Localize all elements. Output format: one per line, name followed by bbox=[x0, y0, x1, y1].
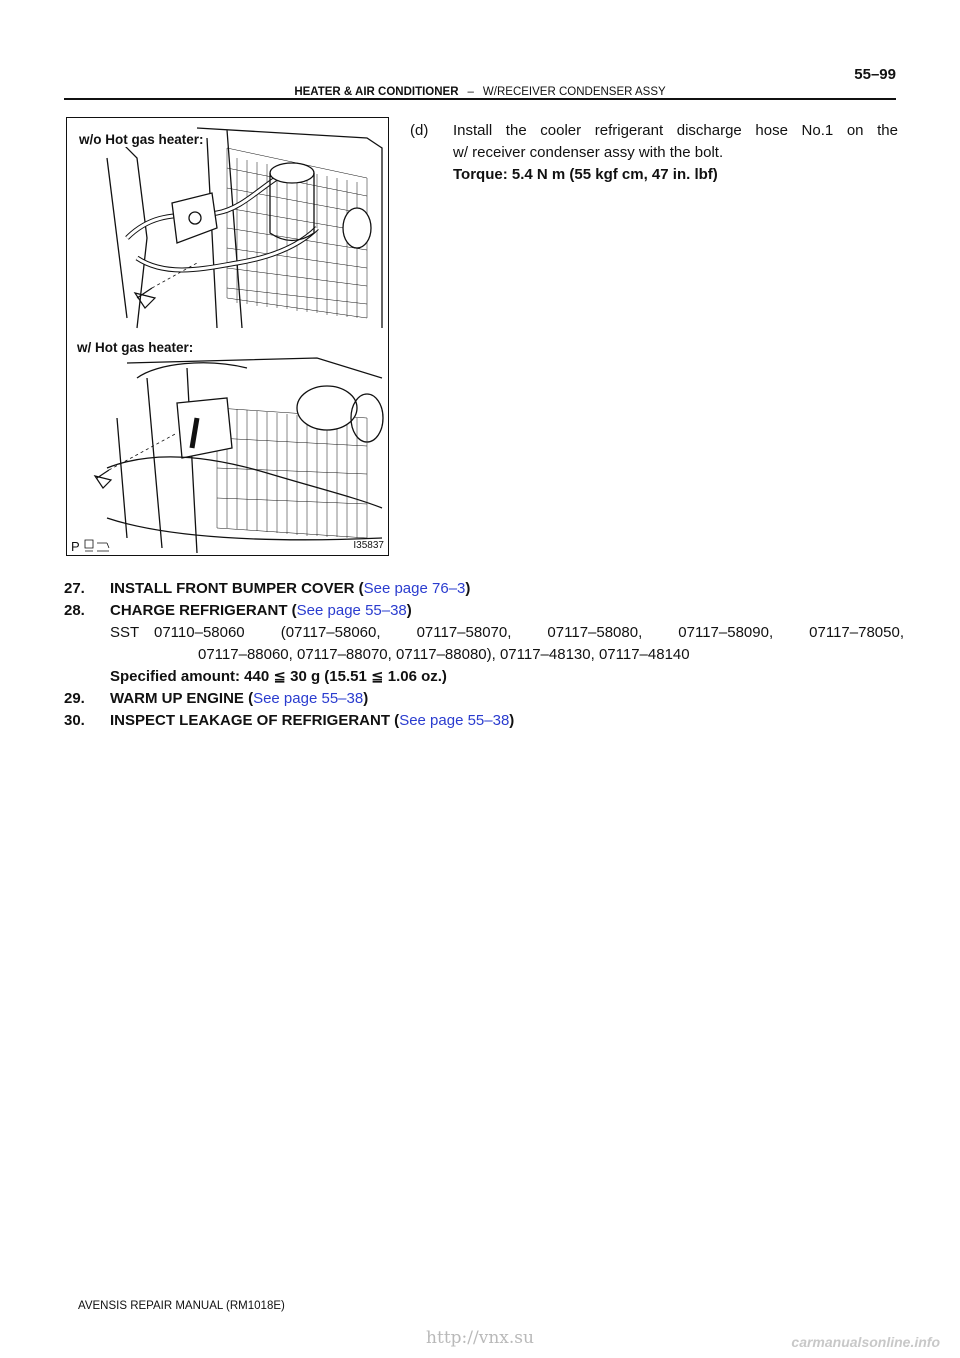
step-d bbox=[410, 120, 898, 186]
figure-label-without-heater: w/o Hot gas heater: bbox=[79, 132, 204, 147]
step-title: INSPECT LEAKAGE OF REFRIGERANT ( bbox=[110, 712, 400, 729]
sst-line2: 07117–88060, 07117–88070, 07117–88080), 07117–48130, 07117–48140 bbox=[198, 646, 690, 663]
step-29 bbox=[64, 688, 904, 710]
page-link[interactable]: See page 76–3 bbox=[363, 580, 466, 597]
step-close: ) bbox=[465, 580, 471, 597]
torque-spec: Torque: 5.4 N m (55 kgf cm, 47 in. lbf) bbox=[453, 166, 718, 183]
section-header bbox=[0, 86, 960, 98]
page-link[interactable]: See page 55–38 bbox=[296, 602, 407, 619]
watermark-link[interactable]: http://vnx.su bbox=[426, 1328, 534, 1348]
step-title: WARM UP ENGINE ( bbox=[110, 690, 254, 707]
step-title: INSTALL FRONT BUMPER COVER ( bbox=[110, 580, 364, 597]
steps-list bbox=[64, 578, 904, 732]
subsection-title: W/RECEIVER CONDENSER ASSY bbox=[482, 86, 666, 98]
step-30 bbox=[64, 710, 904, 732]
section-title: HEATER & AIR CONDITIONER bbox=[294, 86, 459, 98]
sst-block bbox=[64, 622, 904, 666]
page-link[interactable]: See page 55–38 bbox=[253, 690, 364, 707]
figure-code: I35837 bbox=[353, 540, 384, 551]
step-d-line1: Install the cooler refrigerant discharge hose No.1 on the bbox=[453, 122, 898, 139]
figure-label-with-heater: w/ Hot gas heater: bbox=[77, 340, 194, 355]
step-28 bbox=[64, 600, 904, 622]
page-number: 55–99 bbox=[854, 66, 896, 83]
step-title: CHARGE REFRIGERANT ( bbox=[110, 602, 297, 619]
manual-footer: AVENSIS REPAIR MANUAL (RM1018E) bbox=[78, 1300, 285, 1312]
figure-marker: P bbox=[71, 539, 80, 554]
step-number: 30. bbox=[64, 712, 85, 729]
step-number: 28. bbox=[64, 602, 85, 619]
step-d-line2: w/ receiver condenser assy with the bolt. bbox=[453, 144, 724, 161]
sst-tag: SST bbox=[110, 624, 140, 641]
step-27 bbox=[64, 578, 904, 600]
header-separator: – bbox=[467, 86, 474, 98]
header-rule bbox=[64, 98, 896, 100]
site-watermark: carmanualsonline.info bbox=[791, 1334, 940, 1350]
sst-line1: 07110–58060 (07117–58060, 07117–58070, 07117–58080, 07117–58090, 07117–78050, bbox=[154, 624, 904, 641]
step-d-number: (d) bbox=[410, 122, 429, 139]
step-close: ) bbox=[509, 712, 515, 729]
step-close: ) bbox=[406, 602, 412, 619]
specified-amount: Specified amount: 440 ≦ 30 g (15.51 ≦ 1.06 oz.) bbox=[110, 668, 447, 685]
illustration-figure bbox=[66, 117, 389, 556]
step-number: 27. bbox=[64, 580, 85, 597]
step-close: ) bbox=[363, 690, 369, 707]
engine-illustration bbox=[67, 118, 388, 555]
step-number: 29. bbox=[64, 690, 85, 707]
page-link[interactable]: See page 55–38 bbox=[399, 712, 510, 729]
